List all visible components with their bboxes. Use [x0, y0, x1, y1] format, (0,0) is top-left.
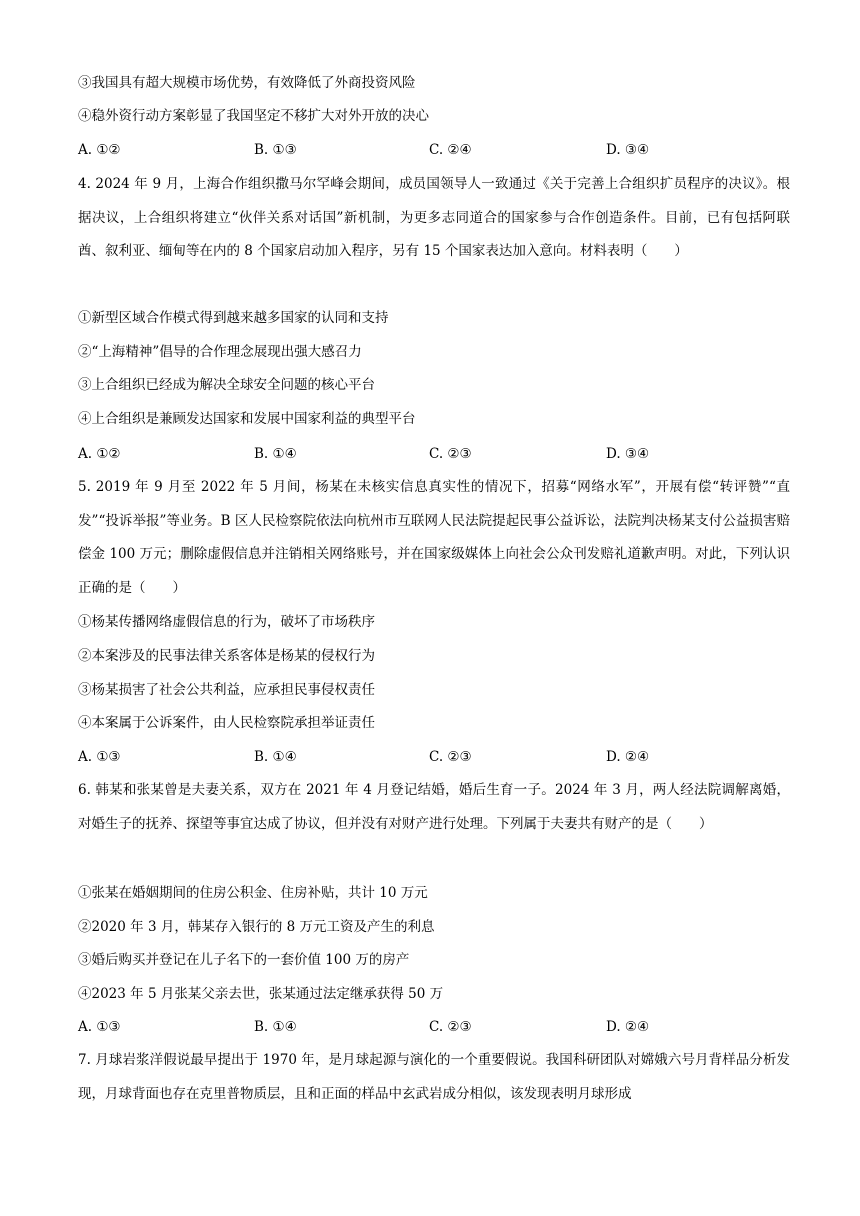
- question-6-options: [78, 1017, 790, 1037]
- leading-item-3: ③我国具有超大规模市场优势，有效降低了外商投资风险: [78, 75, 416, 91]
- leading-item-4: ④稳外资行动方案彰显了我国坚定不移扩大对外开放的决心: [78, 108, 429, 124]
- question-6-item-4: ④2023 年 5 月张某父亲去世，张某通过法定继承获得 50 万: [78, 986, 444, 1002]
- question-5-item-3: ③杨某损害了社会公共利益，应承担民事侵权责任: [78, 682, 375, 698]
- question-6-item-1: ①张某在婚姻期间的住房公积金、住房补贴，共计 10 万元: [78, 885, 428, 901]
- option-a[interactable]: A. ①②: [78, 142, 121, 158]
- option-b[interactable]: B. ①④: [254, 446, 297, 462]
- option-d[interactable]: D. ②④: [606, 749, 650, 765]
- question-4-item-4: ④上合组织是兼顾发达国家和发展中国家利益的典型平台: [78, 411, 416, 427]
- option-c[interactable]: C. ②③: [429, 446, 472, 462]
- question-4-options: [78, 444, 790, 464]
- option-b[interactable]: B. ①④: [254, 1019, 297, 1035]
- question-5-options: [78, 747, 790, 767]
- option-d[interactable]: D. ②④: [606, 1019, 650, 1035]
- option-a[interactable]: A. ①③: [78, 1019, 121, 1035]
- option-d[interactable]: D. ③④: [606, 446, 650, 462]
- question-6-item-2: ②2020 年 3 月，韩某存入银行的 8 万元工资及产生的利息: [78, 919, 435, 935]
- question-5-item-4: ④本案属于公诉案件，由人民检察院承担举证责任: [78, 715, 375, 731]
- option-c[interactable]: C. ②③: [429, 749, 472, 765]
- option-a[interactable]: A. ①③: [78, 749, 121, 765]
- option-a[interactable]: A. ①②: [78, 446, 121, 462]
- question-6-stem: 6. 韩某和张某曾是夫妻关系，双方在 2021 年 4 月登记结婚，婚后生育一子。2024 年 3 月，两人经法院调解离婚，对婚生子的抚养、探望等事宜达成了协议，但并没有对财产进行处理。下列属于夫妻共有财产的是（ ）: [78, 782, 790, 832]
- question-7-stem: 7. 月球岩浆洋假说最早提出于 1970 年，是月球起源与演化的一个重要假说。我国科研团队对嫦娥六号月背样品分析发现，月球背面也存在克里普物质层，且和正面的样品中玄武岩成分相似，该发现表明月球形成: [78, 1052, 790, 1102]
- option-c[interactable]: C. ②④: [429, 142, 472, 158]
- leading-options: [78, 140, 790, 160]
- question-5-item-2: ②本案涉及的民事法律关系客体是杨某的侵权行为: [78, 648, 375, 664]
- option-b[interactable]: B. ①③: [254, 142, 297, 158]
- question-4-item-3: ③上合组织已经成为解决全球安全问题的核心平台: [78, 377, 375, 393]
- option-b[interactable]: B. ①④: [254, 749, 297, 765]
- question-4-stem: 4. 2024 年 9 月，上海合作组织撒马尔罕峰会期间，成员国领导人一致通过《关于完善上合组织扩员程序的决议》。根据决议，上合组织将建立“伙伴关系对话国”新机制，为更多志同道合的国家参与合作创造条件。目前，已有包括阿联酋、叙利亚、缅甸等在内的 8 个国家启动加入程序，另有 15 个国家表达加入意向。材料表明（ ）: [78, 176, 790, 259]
- question-4-item-2: ②“上海精神”倡导的合作理念展现出强大感召力: [78, 344, 362, 360]
- question-6-item-3: ③婚后购买并登记在儿子名下的一套价值 100 万的房产: [78, 952, 410, 968]
- option-d[interactable]: D. ③④: [606, 142, 650, 158]
- option-c[interactable]: C. ②③: [429, 1019, 472, 1035]
- question-5-item-1: ①杨某传播网络虚假信息的行为，破坏了市场秩序: [78, 614, 375, 630]
- question-4-item-1: ①新型区域合作模式得到越来越多国家的认同和支持: [78, 310, 389, 326]
- question-5-stem: 5. 2019 年 9 月至 2022 年 5 月间，杨某在未核实信息真实性的情况下，招募“网络水军”，开展有偿“转评赞”“直发”“投诉举报”等业务。B 区人民检察院依法向杭州市互联网人民法院提起民事公益诉讼，法院判决杨某支付公益损害赔偿金 100 万元；删除虚假信息并注销相关网络账号，并在国家级媒体上向社会公众刊发赔礼道歉声明。对此，下列认识正确的是（ ）: [78, 479, 790, 596]
